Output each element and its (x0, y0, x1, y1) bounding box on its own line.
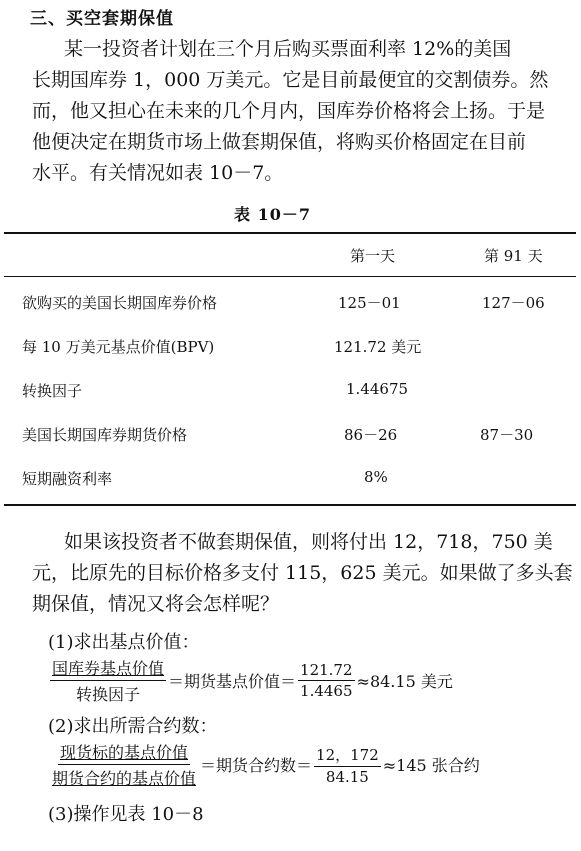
row-label: 转换因子 (22, 382, 83, 400)
table-caption: 表 10－7 (234, 205, 311, 224)
paragraph-line: 期保值，情况又将会怎样呢？ (32, 593, 280, 615)
row-label: 短期融资利率 (22, 470, 113, 488)
step-1: (1)求出基点价值： (48, 632, 200, 653)
formula-left-fraction (50, 740, 198, 789)
section-heading: 三、买空套期保值 (30, 9, 174, 29)
paragraph-line: 他便决定在期货市场上做套期保值，将购买价格固定在目前 (32, 131, 527, 153)
formula-numerator: 121.72 (300, 661, 353, 679)
formula-result: ≈145 张合约 (382, 756, 480, 775)
formula-equals-text: ＝期货基点价值＝ (168, 672, 297, 691)
formula-numerator: 现货标的基点价值 (58, 740, 190, 765)
formula-numerator: 12，172 (314, 744, 381, 767)
formula-contract-count (50, 740, 482, 789)
formula-denominator: 84.15 (325, 767, 369, 786)
table-row (4, 282, 576, 322)
paragraph-line: 而，他又担心在未来的几个月内，国库券价格将会上扬。于是 (32, 100, 546, 122)
day1-value: 8% (364, 468, 388, 486)
paragraph-line: 元，比原先的目标价格多支付 115，625 美元。如果做了多头套 (32, 562, 573, 584)
step-3: (3)操作见表 10－8 (48, 804, 204, 825)
intro-paragraph (32, 34, 562, 189)
formula-numerator: 国库券基点价值 (50, 656, 166, 681)
formula-result: ≈84.15 美元 (356, 672, 453, 691)
formula-basis-point-value (50, 656, 455, 705)
table-row (4, 458, 576, 498)
day91-value: 87－30 (480, 426, 534, 444)
formula-denominator: 期货合约的基点价值 (52, 769, 197, 788)
data-table (4, 232, 576, 506)
formula-right-fraction (298, 661, 355, 700)
formula-right-fraction (314, 744, 381, 786)
paragraph-line: 长期国库券 1，000 万美元。它是目前最便宜的交割债券。然 (32, 69, 549, 91)
formula-denominator: 1.4465 (300, 682, 353, 700)
column-header-day1: 第一天 (350, 247, 396, 265)
row-label: 每 10 万美元基点价值(BPV) (22, 338, 215, 356)
day1-value: 121.72 美元 (334, 338, 422, 356)
table-row (4, 326, 576, 366)
hedge-paragraph (32, 527, 573, 620)
formula-denominator: 转换因子 (76, 685, 141, 704)
paragraph-line: 某一投资者计划在三个月后购买票面利率 12%的美国 (64, 38, 512, 60)
day91-value: 127－06 (482, 294, 545, 312)
column-header-day91: 第 91 天 (484, 247, 543, 265)
table-row (4, 370, 576, 410)
table-row (4, 414, 576, 454)
row-label: 美国长期国库券期货价格 (22, 426, 188, 444)
step-2: (2)求出所需合约数： (48, 716, 218, 737)
paragraph-line: 水平。有关情况如表 10－7。 (32, 162, 284, 184)
day1-value: 86－26 (344, 426, 398, 444)
formula-left-fraction (50, 656, 166, 705)
day1-value: 125－01 (338, 294, 401, 312)
day1-value: 1.44675 (346, 380, 409, 398)
paragraph-line: 如果该投资者不做套期保值，则将付出 12，718，750 美 (64, 531, 553, 553)
header-rule (4, 276, 576, 277)
row-label: 欲购买的美国长期国库券价格 (22, 294, 218, 312)
formula-equals-text: ＝期货合约数＝ (200, 756, 313, 775)
